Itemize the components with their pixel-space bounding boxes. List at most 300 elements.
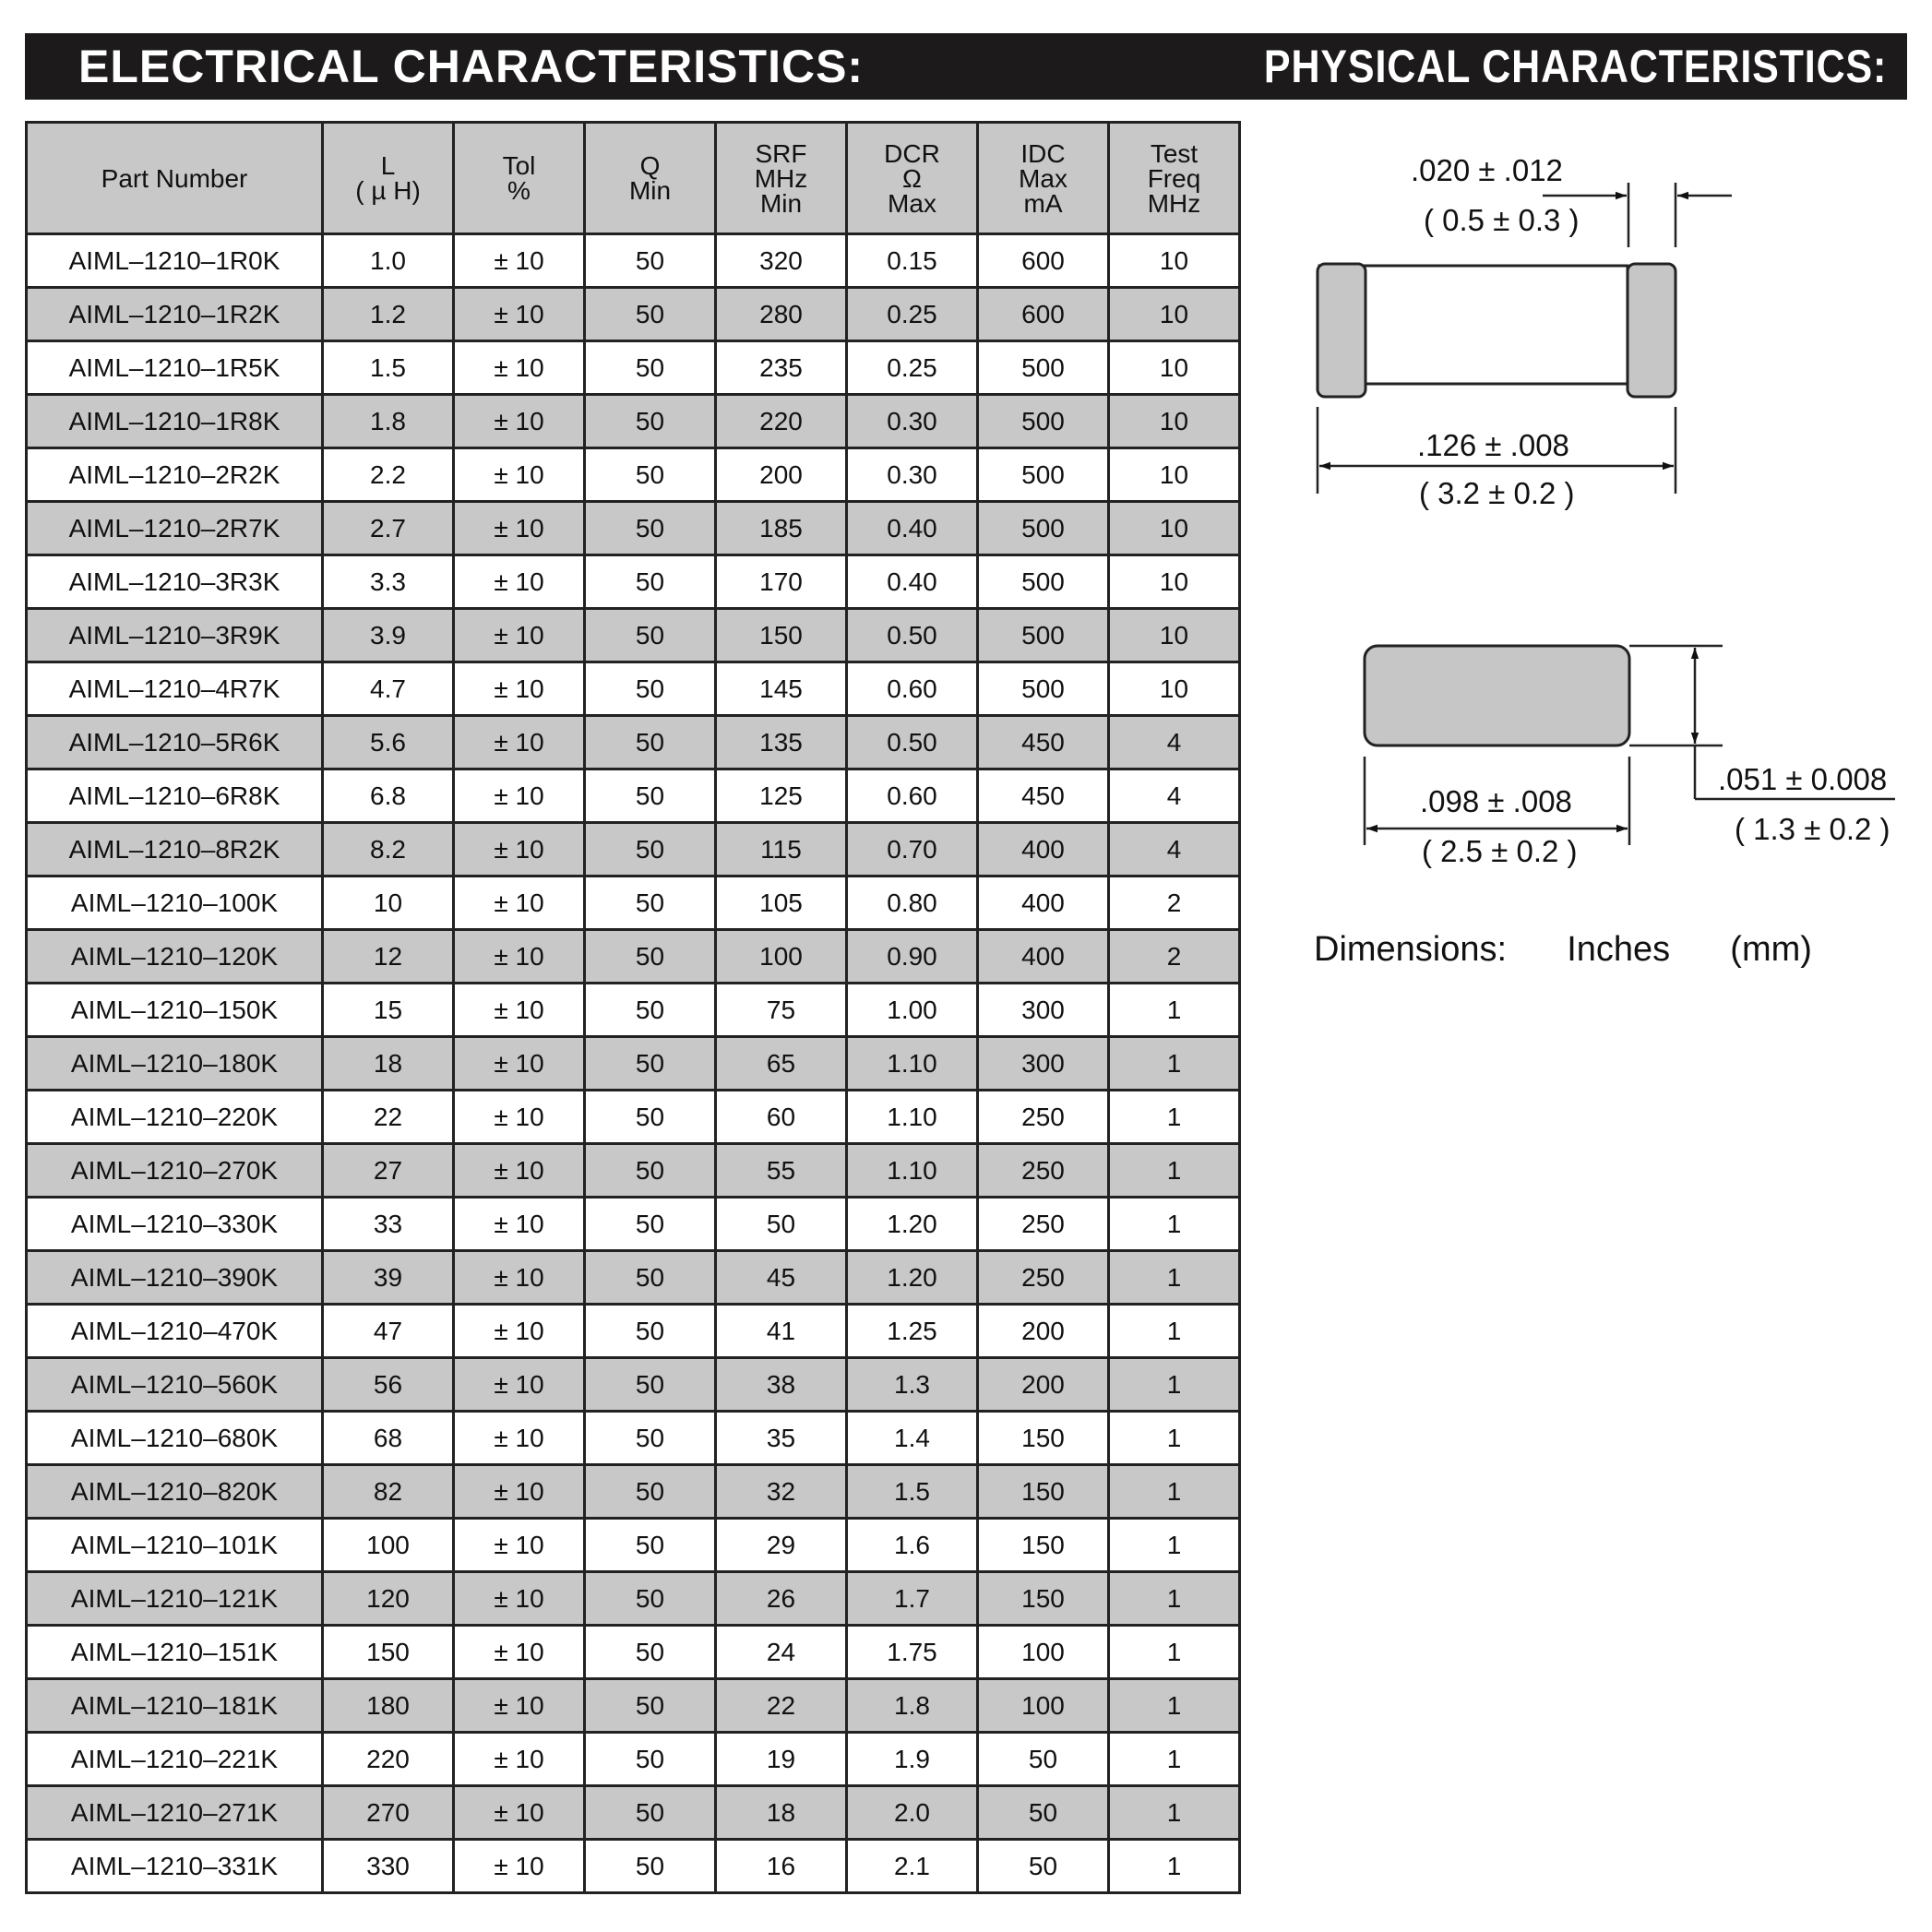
column-header-line: Max [1019,163,1067,193]
cell-l: 330 [323,1840,454,1893]
terminal-dimension-mm: ( 0.5 ± 0.3 ) [1424,203,1580,237]
cell-l: 2.2 [323,448,454,502]
electrical-characteristics-table [25,121,1241,1894]
cell-idc: 250 [978,1144,1109,1198]
cell-tol: ± 10 [454,662,585,716]
cell-q: 50 [585,769,716,823]
physical-characteristics-panel [1238,100,1932,1932]
cell-q: 50 [585,1840,716,1893]
cell-idc: 50 [978,1733,1109,1786]
cell-srf: 16 [716,1840,847,1893]
cell-tol: ± 10 [454,1198,585,1251]
cell-srf: 35 [716,1412,847,1465]
cell-l: 18 [323,1037,454,1091]
cell-freq: 10 [1109,502,1240,555]
cell-q: 50 [585,1733,716,1786]
cell-part: AIML–1210–2R2K [27,448,323,502]
cell-tol: ± 10 [454,1840,585,1893]
cell-l: 47 [323,1305,454,1358]
cell-freq: 10 [1109,234,1240,288]
cell-idc: 300 [978,1037,1109,1091]
cell-l: 22 [323,1091,454,1144]
cell-freq: 2 [1109,930,1240,984]
cell-tol: ± 10 [454,555,585,609]
cell-srf: 150 [716,609,847,662]
cell-part: AIML–1210–6R8K [27,769,323,823]
cell-freq: 4 [1109,716,1240,769]
cell-idc: 150 [978,1412,1109,1465]
cell-idc: 450 [978,769,1109,823]
cell-part: AIML–1210–470K [27,1305,323,1358]
right-terminal [1628,264,1676,397]
cell-freq: 1 [1109,1733,1240,1786]
cell-srf: 60 [716,1091,847,1144]
dimensions-label: Dimensions: [1314,930,1508,969]
column-header-line: Min [759,188,803,218]
cell-freq: 1 [1109,1626,1240,1679]
cell-dcr: 1.20 [847,1198,978,1251]
cell-q: 50 [585,1572,716,1626]
width-dimension-mm: ( 2.5 ± 0.2 ) [1422,834,1578,868]
cell-l: 68 [323,1412,454,1465]
cell-part: AIML–1210–120K [27,930,323,984]
cell-dcr: 0.80 [847,877,978,930]
table-row [27,1679,1240,1733]
cell-idc: 200 [978,1358,1109,1412]
cell-srf: 50 [716,1198,847,1251]
cell-dcr: 1.5 [847,1465,978,1519]
cell-q: 50 [585,1519,716,1572]
cell-dcr: 0.40 [847,555,978,609]
column-header-line: SRF [755,138,807,168]
cell-freq: 1 [1109,1358,1240,1412]
cell-dcr: 1.10 [847,1144,978,1198]
cell-part: AIML–1210–2R7K [27,502,323,555]
table-body [27,234,1240,1893]
table-row [27,1144,1240,1198]
cell-l: 33 [323,1198,454,1251]
cell-freq: 10 [1109,341,1240,395]
cell-part: AIML–1210–390K [27,1251,323,1305]
column-header-line: MHz [754,163,808,193]
cell-l: 220 [323,1733,454,1786]
table-row [27,1519,1240,1572]
cell-l: 1.2 [323,288,454,341]
cell-dcr: 2.1 [847,1840,978,1893]
column-header-line: Ω [902,163,922,193]
cell-idc: 600 [978,234,1109,288]
cell-srf: 145 [716,662,847,716]
cell-srf: 45 [716,1251,847,1305]
cell-tol: ± 10 [454,1144,585,1198]
cell-q: 50 [585,662,716,716]
cell-freq: 1 [1109,1786,1240,1840]
cell-freq: 2 [1109,877,1240,930]
cell-srf: 26 [716,1572,847,1626]
table-row [27,395,1240,448]
table-row [27,502,1240,555]
cell-l: 3.3 [323,555,454,609]
cell-part: AIML–1210–820K [27,1465,323,1519]
cell-q: 50 [585,930,716,984]
cell-dcr: 0.30 [847,448,978,502]
cell-srf: 280 [716,288,847,341]
cell-dcr: 0.50 [847,609,978,662]
cell-idc: 500 [978,395,1109,448]
cell-tol: ± 10 [454,1786,585,1840]
cell-l: 1.0 [323,234,454,288]
cell-q: 50 [585,395,716,448]
cell-srf: 65 [716,1037,847,1091]
cell-idc: 600 [978,288,1109,341]
cell-idc: 200 [978,1305,1109,1358]
cell-idc: 150 [978,1572,1109,1626]
table-row [27,609,1240,662]
cell-l: 6.8 [323,769,454,823]
cell-srf: 32 [716,1465,847,1519]
cell-tol: ± 10 [454,1519,585,1572]
cell-srf: 38 [716,1358,847,1412]
cell-dcr: 1.75 [847,1626,978,1679]
cell-part: AIML–1210–1R2K [27,288,323,341]
cell-tol: ± 10 [454,609,585,662]
cell-tol: ± 10 [454,1733,585,1786]
table-row [27,1198,1240,1251]
cell-freq: 1 [1109,1679,1240,1733]
column-header-line: Test [1150,138,1199,168]
column-header-tol [454,123,585,234]
table-row [27,1840,1240,1893]
column-header-idc [978,123,1109,234]
cell-part: AIML–1210–180K [27,1037,323,1091]
cell-freq: 1 [1109,1091,1240,1144]
table-row [27,1465,1240,1519]
cell-l: 4.7 [323,662,454,716]
cell-q: 50 [585,609,716,662]
cell-idc: 500 [978,448,1109,502]
cell-idc: 400 [978,877,1109,930]
column-header-line: Min [628,176,672,205]
cell-tol: ± 10 [454,1465,585,1519]
cell-q: 50 [585,716,716,769]
cell-freq: 1 [1109,1572,1240,1626]
cell-idc: 300 [978,984,1109,1037]
cell-dcr: 1.20 [847,1251,978,1305]
cell-l: 27 [323,1144,454,1198]
cell-part: AIML–1210–1R0K [27,234,323,288]
cell-srf: 19 [716,1733,847,1786]
table-row [27,877,1240,930]
length-dimension-inches: .126 ± .008 [1417,428,1569,462]
cell-freq: 10 [1109,555,1240,609]
cell-part: AIML–1210–680K [27,1412,323,1465]
table-row [27,1358,1240,1412]
cell-part: AIML–1210–151K [27,1626,323,1679]
column-header-line: DCR [884,138,940,168]
height-dimension-mm: ( 1.3 ± 0.2 ) [1735,812,1890,846]
cell-dcr: 0.50 [847,716,978,769]
cell-q: 50 [585,1358,716,1412]
cell-freq: 1 [1109,1198,1240,1251]
cell-tol: ± 10 [454,1679,585,1733]
table-row [27,1572,1240,1626]
cell-freq: 1 [1109,1144,1240,1198]
cell-l: 150 [323,1626,454,1679]
cell-freq: 10 [1109,662,1240,716]
cell-dcr: 0.60 [847,662,978,716]
cell-freq: 4 [1109,823,1240,877]
cell-q: 50 [585,288,716,341]
cell-part: AIML–1210–121K [27,1572,323,1626]
table-row [27,448,1240,502]
cell-freq: 1 [1109,984,1240,1037]
cell-l: 100 [323,1519,454,1572]
cell-l: 10 [323,877,454,930]
cell-tol: ± 10 [454,234,585,288]
cell-q: 50 [585,1786,716,1840]
cell-q: 50 [585,1091,716,1144]
table-header-row [27,123,1240,234]
table-row [27,769,1240,823]
table-row [27,1305,1240,1358]
cell-freq: 10 [1109,448,1240,502]
cell-srf: 100 [716,930,847,984]
cell-idc: 400 [978,823,1109,877]
cell-dcr: 0.40 [847,502,978,555]
height-dimension-inches: .051 ± 0.008 [1718,762,1888,796]
cell-srf: 220 [716,395,847,448]
cell-freq: 1 [1109,1305,1240,1358]
cell-idc: 500 [978,662,1109,716]
cell-q: 50 [585,1251,716,1305]
cell-q: 50 [585,341,716,395]
column-header-line: L [380,151,396,180]
cell-srf: 185 [716,502,847,555]
cell-part: AIML–1210–221K [27,1733,323,1786]
cell-l: 3.9 [323,609,454,662]
column-header-line: Part Number [101,163,248,193]
cell-dcr: 0.60 [847,769,978,823]
cell-l: 270 [323,1786,454,1840]
cell-tol: ± 10 [454,769,585,823]
table-row [27,1412,1240,1465]
column-header-line: Freq [1147,163,1201,193]
cell-srf: 235 [716,341,847,395]
cell-q: 50 [585,1198,716,1251]
cell-l: 1.5 [323,341,454,395]
cell-q: 50 [585,234,716,288]
cell-part: AIML–1210–4R7K [27,662,323,716]
cell-tol: ± 10 [454,984,585,1037]
cell-dcr: 1.9 [847,1733,978,1786]
cell-l: 2.7 [323,502,454,555]
cell-l: 180 [323,1679,454,1733]
table-row [27,662,1240,716]
cell-srf: 200 [716,448,847,502]
column-header-q [585,123,716,234]
cell-tol: ± 10 [454,1358,585,1412]
cell-srf: 135 [716,716,847,769]
table-row [27,555,1240,609]
cell-idc: 450 [978,716,1109,769]
cell-idc: 250 [978,1198,1109,1251]
table-row [27,1733,1240,1786]
cell-l: 56 [323,1358,454,1412]
cell-dcr: 1.7 [847,1572,978,1626]
cell-q: 50 [585,823,716,877]
cell-q: 50 [585,1626,716,1679]
cell-tol: ± 10 [454,1251,585,1305]
cell-part: AIML–1210–101K [27,1519,323,1572]
cell-l: 5.6 [323,716,454,769]
cell-dcr: 1.10 [847,1037,978,1091]
cell-part: AIML–1210–5R6K [27,716,323,769]
cell-part: AIML–1210–3R3K [27,555,323,609]
cell-tol: ± 10 [454,1626,585,1679]
column-header-part [27,123,323,234]
cell-srf: 125 [716,769,847,823]
cell-part: AIML–1210–271K [27,1786,323,1840]
column-header-line: mA [1023,188,1063,218]
cell-q: 50 [585,877,716,930]
cell-part: AIML–1210–331K [27,1840,323,1893]
column-header-line: Q [639,151,661,180]
cell-part: AIML–1210–181K [27,1679,323,1733]
table-row [27,1786,1240,1840]
cell-dcr: 0.90 [847,930,978,984]
cell-srf: 170 [716,555,847,609]
table-row [27,288,1240,341]
cell-freq: 1 [1109,1037,1240,1091]
cell-idc: 500 [978,609,1109,662]
cell-idc: 50 [978,1840,1109,1893]
section-banner [25,33,1907,100]
cell-part: AIML–1210–150K [27,984,323,1037]
cell-idc: 100 [978,1679,1109,1733]
cell-tol: ± 10 [454,716,585,769]
length-dimension-mm: ( 3.2 ± 0.2 ) [1419,476,1575,510]
cell-part: AIML–1210–560K [27,1358,323,1412]
table-row [27,234,1240,288]
cell-l: 8.2 [323,823,454,877]
dimensions-unit-mm: (mm) [1730,930,1812,969]
cell-tol: ± 10 [454,288,585,341]
cell-dcr: 2.0 [847,1786,978,1840]
cell-dcr: 1.3 [847,1358,978,1412]
cell-dcr: 0.25 [847,341,978,395]
table-row [27,984,1240,1037]
cell-idc: 250 [978,1251,1109,1305]
table-row [27,1037,1240,1091]
cell-tol: ± 10 [454,502,585,555]
cell-part: AIML–1210–8R2K [27,823,323,877]
cell-part: AIML–1210–1R5K [27,341,323,395]
column-header-dcr [847,123,978,234]
cell-srf: 18 [716,1786,847,1840]
cell-q: 50 [585,502,716,555]
cell-part: AIML–1210–270K [27,1144,323,1198]
cell-part: AIML–1210–3R9K [27,609,323,662]
cell-q: 50 [585,1037,716,1091]
cell-tol: ± 10 [454,395,585,448]
terminal-dimension-inches: .020 ± .012 [1411,153,1563,187]
cell-srf: 115 [716,823,847,877]
cell-part: AIML–1210–100K [27,877,323,930]
cell-idc: 50 [978,1786,1109,1840]
cell-l: 39 [323,1251,454,1305]
left-terminal [1318,264,1366,397]
cell-tol: ± 10 [454,448,585,502]
column-header-line: Tol [502,151,536,180]
cell-q: 50 [585,1412,716,1465]
cell-idc: 500 [978,555,1109,609]
cell-dcr: 1.00 [847,984,978,1037]
cell-part: AIML–1210–330K [27,1198,323,1251]
table-row [27,716,1240,769]
table-row [27,1251,1240,1305]
cell-tol: ± 10 [454,1412,585,1465]
cell-idc: 250 [978,1091,1109,1144]
cell-idc: 500 [978,341,1109,395]
cell-l: 120 [323,1572,454,1626]
cell-freq: 1 [1109,1519,1240,1572]
cell-srf: 41 [716,1305,847,1358]
cell-tol: ± 10 [454,1305,585,1358]
dimensions-caption [1314,930,1812,970]
cell-q: 50 [585,1144,716,1198]
cell-q: 50 [585,984,716,1037]
cell-tol: ± 10 [454,823,585,877]
cell-tol: ± 10 [454,877,585,930]
cell-part: AIML–1210–1R8K [27,395,323,448]
cell-idc: 400 [978,930,1109,984]
cell-tol: ± 10 [454,930,585,984]
cell-srf: 55 [716,1144,847,1198]
width-dimension-inches: .098 ± .008 [1420,784,1572,818]
cell-idc: 500 [978,502,1109,555]
cell-dcr: 0.25 [847,288,978,341]
column-header-line: Max [888,188,936,218]
table-row [27,1626,1240,1679]
cell-dcr: 0.30 [847,395,978,448]
cell-q: 50 [585,555,716,609]
cell-tol: ± 10 [454,1572,585,1626]
cell-dcr: 0.15 [847,234,978,288]
cell-dcr: 1.6 [847,1519,978,1572]
cell-tol: ± 10 [454,1037,585,1091]
physical-characteristics-title: PHYSICAL CHARACTERISTICS: [1263,41,1887,92]
cell-tol: ± 10 [454,1091,585,1144]
cell-srf: 24 [716,1626,847,1679]
table-row [27,823,1240,877]
cell-srf: 75 [716,984,847,1037]
cell-l: 82 [323,1465,454,1519]
cell-tol: ± 10 [454,341,585,395]
cell-part: AIML–1210–220K [27,1091,323,1144]
cell-srf: 22 [716,1679,847,1733]
column-header-l [323,123,454,234]
column-header-line: MHz [1147,188,1201,218]
cell-dcr: 1.4 [847,1412,978,1465]
cell-freq: 4 [1109,769,1240,823]
electrical-characteristics-title: ELECTRICAL CHARACTERISTICS: [78,41,865,92]
cell-q: 50 [585,1305,716,1358]
cell-dcr: 1.25 [847,1305,978,1358]
column-header-srf [716,123,847,234]
column-header-line: ( µ H) [355,176,421,205]
cell-q: 50 [585,1679,716,1733]
cell-srf: 29 [716,1519,847,1572]
